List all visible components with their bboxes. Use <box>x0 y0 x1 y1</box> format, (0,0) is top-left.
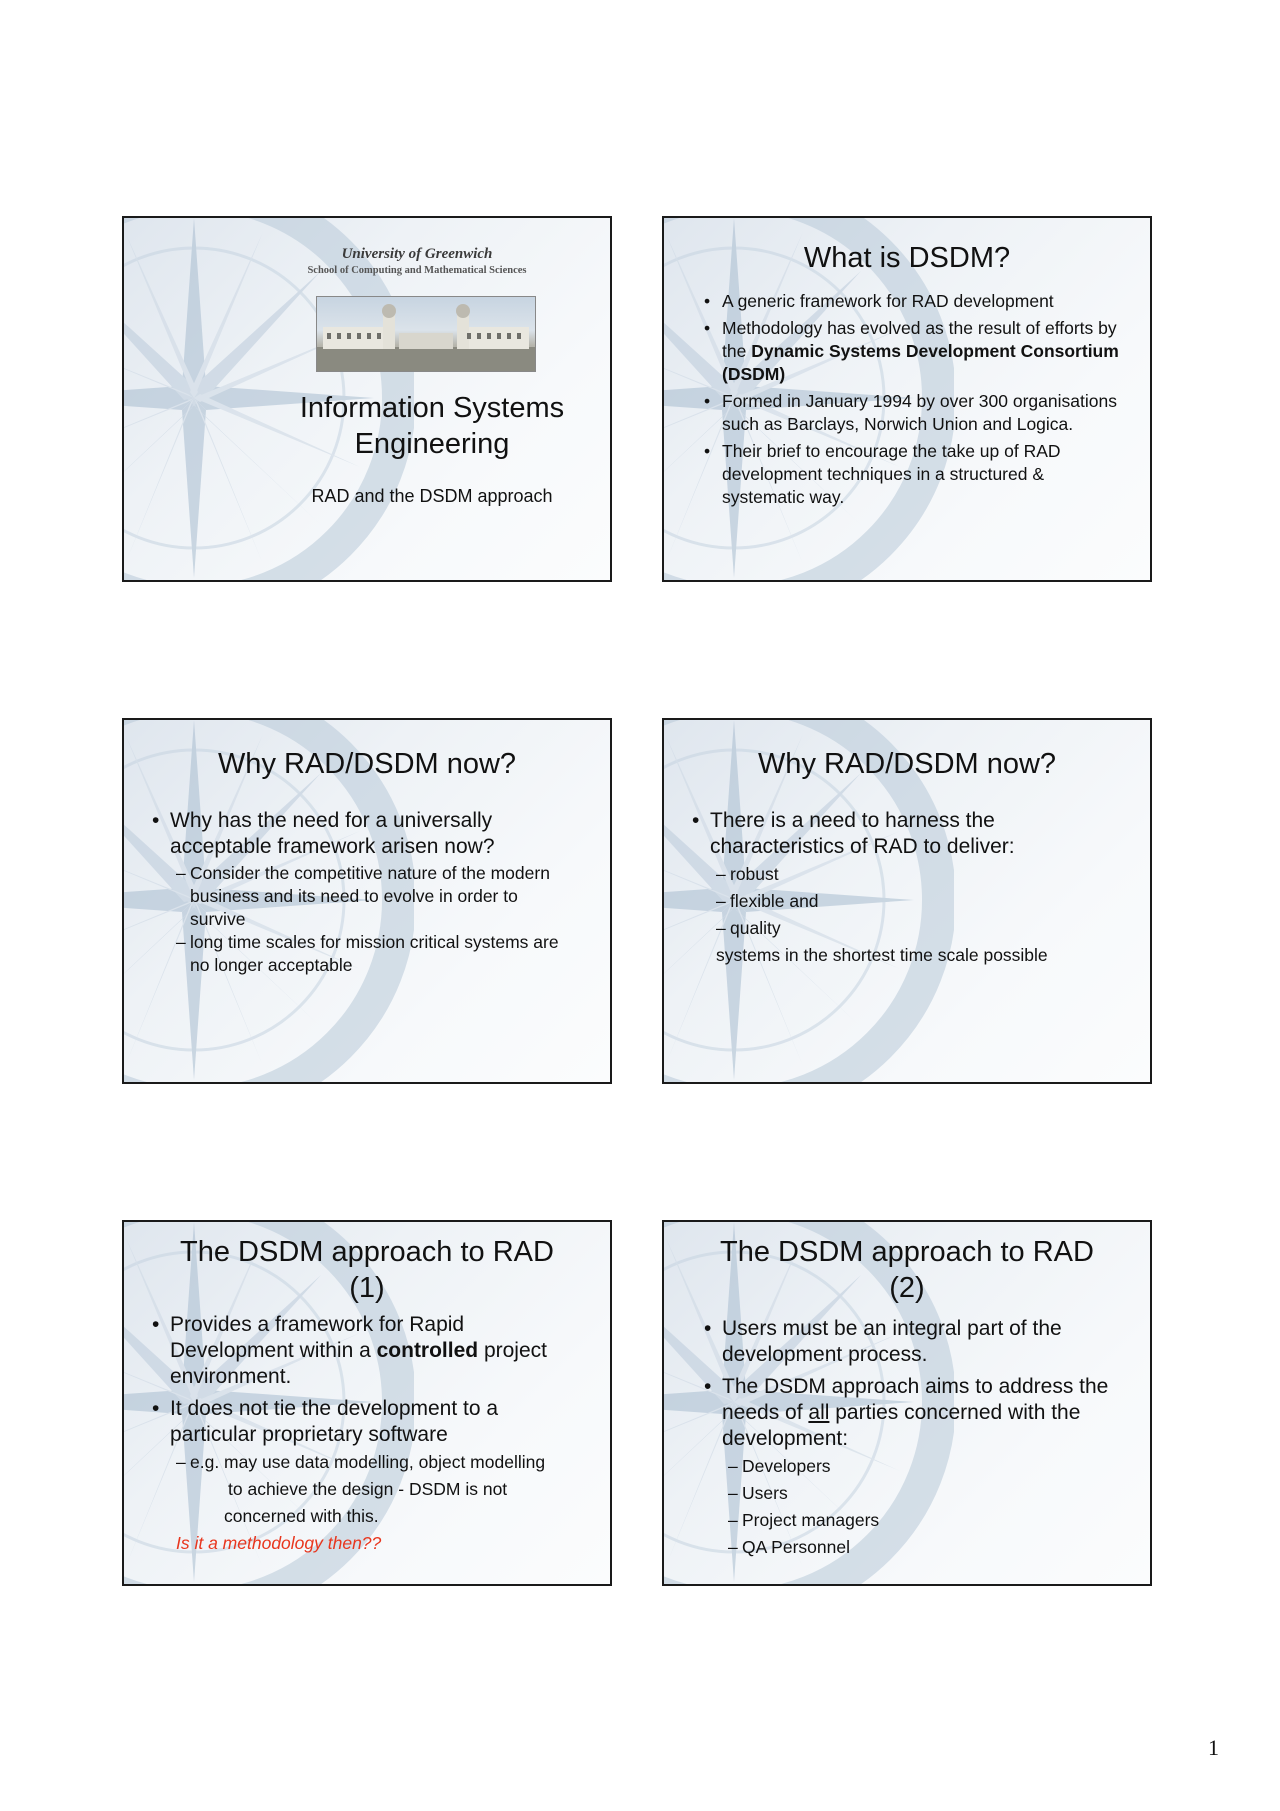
sub-bullet-list <box>728 1453 1110 1561</box>
bullet-text: Why has the need for a universally acceptable framework arisen now? <box>170 809 495 858</box>
sub-bullet-item: – QA Personnel <box>728 1534 1110 1561</box>
bullet-underlined-text: all <box>808 1401 830 1424</box>
slide-why-rad-dsdm-1 <box>122 718 612 1084</box>
slide-dsdm-approach-2 <box>662 1220 1152 1586</box>
bullet-text: There is a need to harness the characteristics of RAD to deliver: <box>710 809 1015 858</box>
sub-bullet-item: – Developers <box>728 1453 1110 1480</box>
bullet-item: • Formed in January 1994 by over 300 organisations such as Barclays, Norwich Union and Logica. <box>704 390 1120 436</box>
bullet-bold-text: Dynamic Systems Development Consortium (DSDM) <box>722 341 1119 384</box>
bullet-list <box>704 290 1120 509</box>
school-name: School of Computing and Mathematical Sciences <box>307 265 527 276</box>
greenwich-building-image <box>316 296 536 372</box>
sub-bullet-list <box>176 1449 576 1530</box>
heading-line-2: (2) <box>889 1272 925 1304</box>
sub-bullet-item: – Project managers <box>728 1507 1110 1534</box>
sub-bullet-item: – quality <box>716 915 1110 942</box>
building-icon <box>317 297 535 371</box>
page-number: 1 <box>1208 1735 1219 1760</box>
methodology-question-note: Is it a methodology then?? <box>176 1533 382 1553</box>
heading-line-2: (1) <box>349 1272 385 1304</box>
slide-heading: Why RAD/DSDM now? <box>757 748 1057 780</box>
slide-heading: Why RAD/DSDM now? <box>217 748 517 780</box>
bullet-item <box>152 808 570 977</box>
slide-dsdm-approach-1 <box>122 1220 612 1586</box>
sub-bullet-line: – e.g. may use data modelling, object modelling <box>190 1452 546 1472</box>
bullet-list <box>692 808 1110 969</box>
slide-heading <box>664 1234 1150 1306</box>
sub-bullet-list <box>716 861 1110 942</box>
slide-subtitle: RAD and the DSDM approach <box>311 486 553 506</box>
heading-line-1: The DSDM approach to RAD <box>180 1236 554 1268</box>
sub-bullet-list <box>176 862 570 977</box>
bullet-item <box>704 317 1120 386</box>
bullet-item <box>152 1312 576 1390</box>
bullet-list <box>704 1316 1110 1561</box>
title-line-1: Information Systems <box>299 392 565 424</box>
title-line-2: Engineering <box>354 428 510 460</box>
sub-bullet-item: – Consider the competitive nature of the modern business and its need to evolve in order to survive <box>176 862 570 931</box>
bullet-text: Methodology has evolved as the result of efforts by the <box>722 318 1117 361</box>
bullet-text: parties concerned with the development: <box>722 1401 1081 1450</box>
bullet-item <box>692 808 1110 969</box>
slide-title-text <box>274 390 590 462</box>
sub-bullet-line: to achieve the design - DSDM is not <box>228 1479 508 1499</box>
sub-bullet-item: – Users <box>728 1480 1110 1507</box>
bullet-text: Provides a framework for Rapid Development within a <box>170 1313 465 1362</box>
slide-title <box>122 216 612 582</box>
bullet-bold-text: controlled <box>376 1339 479 1362</box>
bullet-list <box>152 1312 576 1557</box>
sub-bullet-item: – flexible and <box>716 888 1110 915</box>
sub-bullet-item: – long time scales for mission critical systems are no longer acceptable <box>176 931 570 977</box>
slide-heading: What is DSDM? <box>803 242 1011 274</box>
bullet-item <box>704 1374 1110 1561</box>
bullet-text: It does not tie the development to a particular proprietary software <box>170 1397 499 1446</box>
bullet-item: • A generic framework for RAD development <box>704 290 1120 313</box>
bullet-item: • Users must be an integral part of the development process. <box>704 1316 1110 1368</box>
bullet-text: project environment. <box>170 1339 547 1388</box>
slide-what-is-dsdm <box>662 216 1152 582</box>
sub-bullet-item <box>176 1449 576 1530</box>
slide-why-rad-dsdm-2 <box>662 718 1152 1084</box>
slide-heading <box>124 1234 610 1306</box>
university-name: University of Greenwich <box>341 246 493 262</box>
bullet-text: The DSDM approach aims to address the needs of <box>722 1375 1109 1424</box>
bullet-item: • Their brief to encourage the take up of RAD development techniques in a structured & systematic way. <box>704 440 1120 509</box>
heading-line-1: The DSDM approach to RAD <box>720 1236 1094 1268</box>
closing-text: systems in the shortest time scale possible <box>716 945 1048 965</box>
bullet-list <box>152 808 570 977</box>
sub-bullet-item: – robust <box>716 861 1110 888</box>
sub-bullet-line: concerned with this. <box>224 1506 379 1526</box>
bullet-item <box>152 1396 576 1557</box>
